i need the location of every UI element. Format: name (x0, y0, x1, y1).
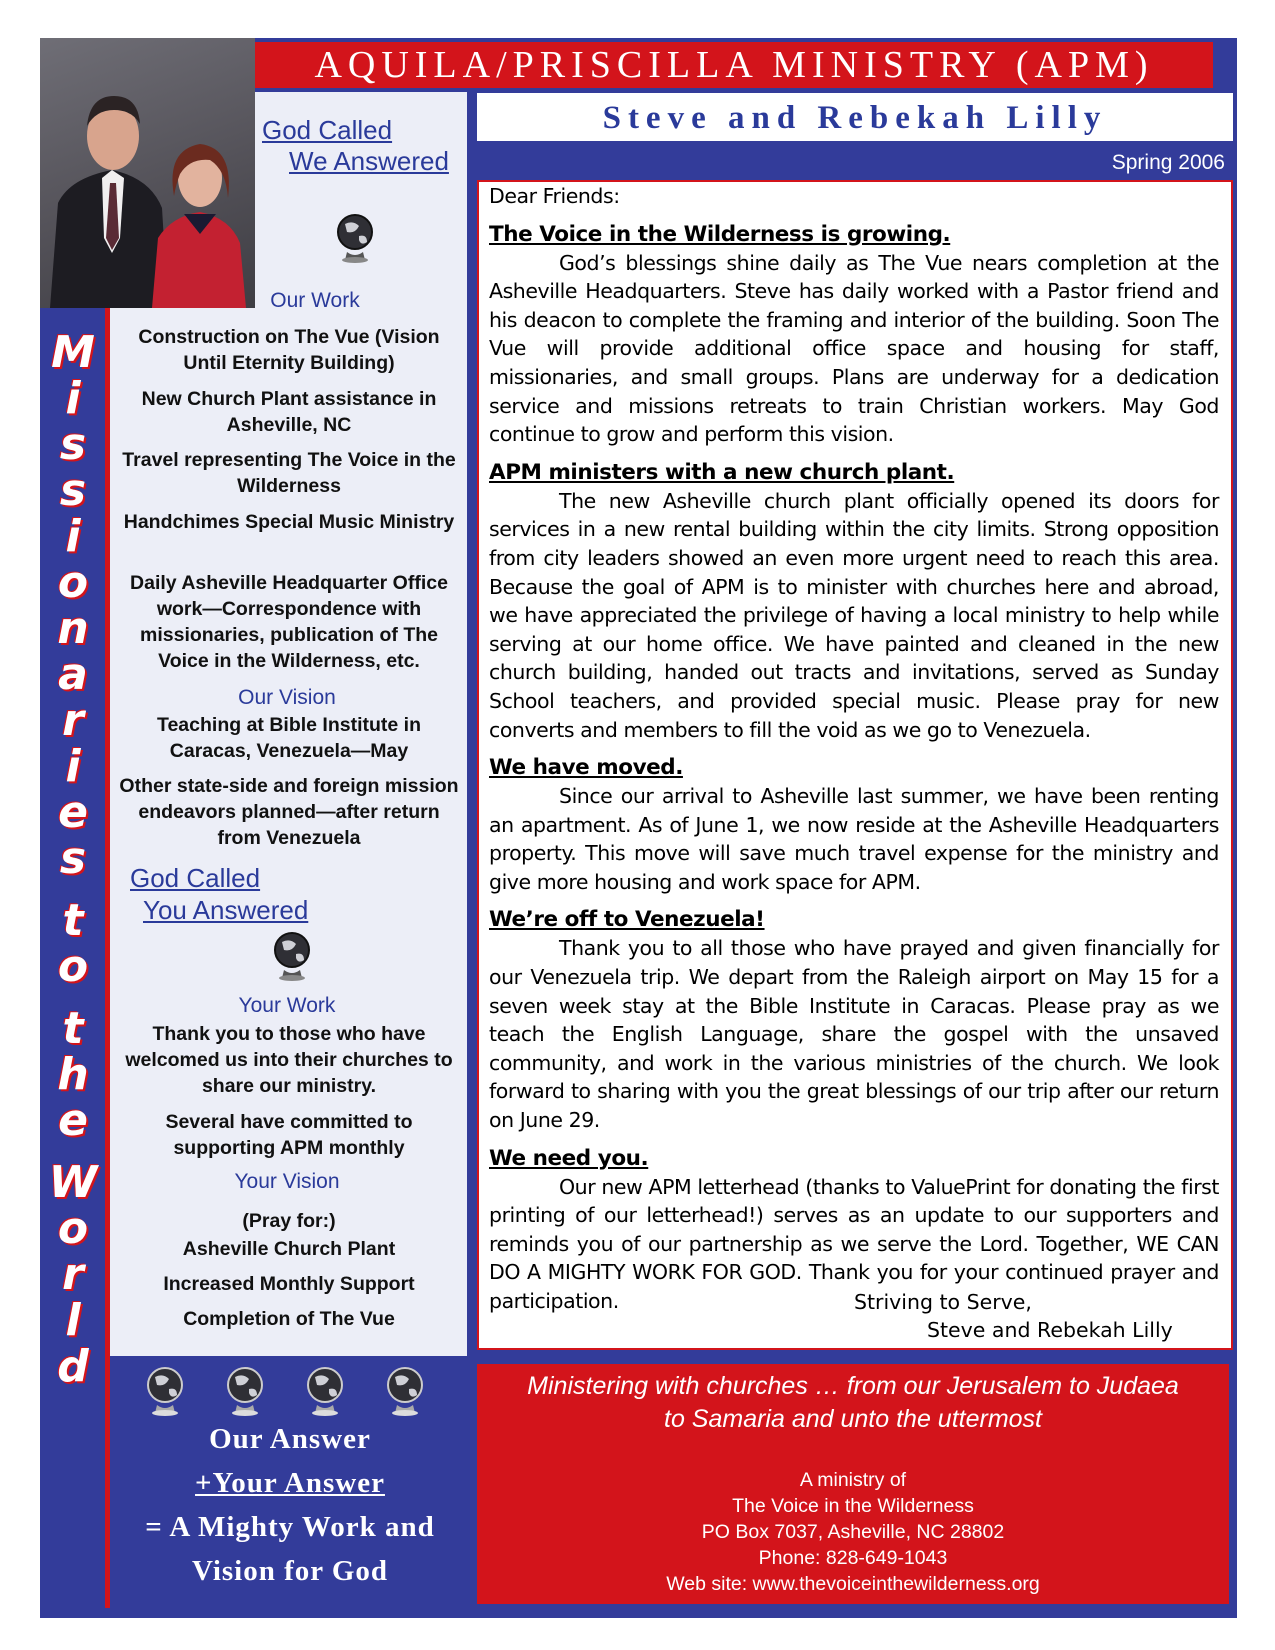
your-vision-item: (Pray for:) (242, 1210, 336, 1232)
your-work-item: Thank you to those who have welcomed us into their churches to share our ministry. (125, 1023, 453, 1097)
slogan-letter: t (62, 895, 84, 946)
slogan-letter: n (57, 603, 89, 654)
slogan-letter: o (57, 557, 89, 608)
letter-body (477, 180, 1233, 1350)
letter-greeting: Dear Friends: (489, 184, 620, 208)
slogan-letter: h (57, 1049, 89, 1100)
letter-closing: Striving to Serve, (854, 1290, 1032, 1314)
slogan-letter: i (65, 511, 81, 562)
section-body: The new Asheville church plant officially opened its doors for services in a new rental building within the city limits. Strong opposition from city leaders showed an even more urgent need to reach this area. Because the goal of APM is to minister with churches here and abroad, we have appreciated the privilege of having a local ministry to help while serving at our home office. We have painted and cleaned in the new church building, handed out tracts and invitations, served as Sunday School teachers, and provided special music. Please pray for new converts and members to fill the void as we go to Venezuela. (489, 488, 1219, 742)
your-work-heading: Your Work (238, 994, 336, 1017)
section-heading: We need you. (489, 1145, 649, 1171)
god-called-heading-2: God Called (130, 863, 261, 893)
section-heading: APM ministers with a new church plant. (489, 459, 955, 485)
tagline-line-2: to Samaria and unto the uttermost (664, 1405, 1042, 1433)
org-name: The Voice in the Wilderness (732, 1495, 974, 1517)
address: PO Box 7037, Asheville, NC 28802 (701, 1521, 1005, 1543)
ministry-of: A ministry of (799, 1469, 907, 1491)
slogan-letter: i (65, 373, 81, 424)
slogan-letter: s (59, 465, 87, 516)
slogan-letter: r (62, 1249, 84, 1300)
tagline-line-1: Ministering with churches … from our Jerusalem to Judaea (527, 1372, 1179, 1400)
phone: Phone: 828-649-1043 (758, 1547, 948, 1569)
section-heading: We’re off to Venezuela! (489, 907, 765, 933)
slogan-letter: l (65, 1295, 81, 1346)
couple-photo (40, 38, 255, 308)
our-vision-item: Teaching at Bible Institute in Caracas, Venezuela—May (157, 714, 421, 762)
globe-icon (385, 1365, 425, 1422)
your-work-item: Several have committed to supporting APM monthly (165, 1111, 413, 1159)
we-answered-heading: We Answered (289, 146, 449, 176)
author-names: Steve and Rebekah Lilly (477, 93, 1233, 141)
slogan-letter: r (62, 695, 84, 746)
you-answered-heading: You Answered (143, 895, 309, 925)
section-body: God’s blessings shine daily as The Vue nears completion at the Asheville Headquarters. Steve has daily worked with a Pastor friend and his deacon to complete the framing and interior of the building. Soon The Vue will provide additional office space and housing for staff, missionaries, and small groups. Plans are underway for a dedication service and missions retreats to train Christian workers. May God continue to grow and perform this vision. (489, 250, 1219, 447)
your-vision-item: Asheville Church Plant (182, 1238, 396, 1260)
answer-line-3: = A Mighty Work and (145, 1511, 435, 1543)
slogan-letter: s (59, 419, 87, 470)
our-work-item: Daily Asheville Headquarter Office work—Correspondence with missionaries, publication of The Voice in the Wilderness, etc. (130, 572, 448, 672)
our-vision-heading: Our Vision (238, 686, 336, 709)
answer-line-2: +Your Answer (195, 1467, 385, 1499)
section-heading: The Voice in the Wilderness is growing. (489, 221, 951, 247)
globe-icon (272, 930, 312, 982)
slogan-letter: t (62, 1003, 84, 1054)
slogan-letter: s (59, 833, 87, 884)
website[interactable]: Web site: www.thevoiceinthewilderness.org (666, 1573, 1040, 1595)
our-work-heading: Our Work (270, 289, 360, 312)
your-vision-heading: Your Vision (234, 1170, 340, 1193)
footer-contact (477, 1467, 1229, 1597)
answer-line-4: Vision for God (191, 1555, 389, 1587)
issue-date: Spring 2006 (1111, 151, 1225, 174)
slogan-letter: o (57, 1203, 89, 1254)
your-vision-item: Increased Monthly Support (163, 1273, 415, 1295)
vertical-slogan (42, 327, 104, 1600)
slogan-letter: o (57, 941, 89, 992)
our-work-item: Construction on The Vue (Vision Until Eternity Building) (138, 326, 440, 374)
answer-line-1: Our Answer (209, 1423, 371, 1455)
globe-icon (335, 212, 375, 264)
slogan-letter: W (48, 1157, 98, 1208)
letter-sections (489, 221, 1219, 1316)
slogan-letter: e (58, 787, 88, 838)
slogan-letter: a (58, 649, 88, 700)
globe-icon (225, 1365, 265, 1422)
section-heading: We have moved. (489, 755, 683, 781)
our-vision-item: Other state-side and foreign mission endeavors planned—after return from Venezuela (119, 775, 459, 849)
newsletter-title: AQUILA/PRISCILLA MINISTRY (APM) (255, 42, 1213, 88)
our-work-item: Handchimes Special Music Ministry (123, 511, 455, 533)
your-vision-item: Completion of The Vue (183, 1308, 395, 1330)
footer-tagline (477, 1370, 1229, 1436)
god-called-heading: God Called (262, 115, 393, 145)
slogan-letter: d (57, 1341, 89, 1392)
globe-icon (305, 1365, 345, 1422)
globe-icon (145, 1365, 185, 1422)
letter-signature: Steve and Rebekah Lilly (927, 1318, 1173, 1342)
slogan-letter: i (65, 741, 81, 792)
our-work-item: Travel representing The Voice in the Wilderness (122, 449, 456, 497)
section-body: Our new APM letterhead (thanks to ValuePrint for donating the first printing of our letterhead!) serves as an update to our supporters and reminds you of our partnership as we serve the Lord. Together, WE CAN DO A MIGHTY WORK FOR GOD. Thank you for your continued prayer and participation. (489, 1174, 1219, 1313)
slogan-letter: e (58, 1095, 88, 1146)
section-body: Thank you to all those who have prayed and given financially for our Venezuela trip. We depart from the Raleigh airport on May 15 for a seven week stay at the Bible Institute in Caracas. Please pray as we teach the English Language, share the gospel with the unsaved community, and work in the various ministries of the church. We look forward to sharing with you the great blessings of our trip after our return on June 29. (489, 936, 1219, 1133)
sidebar-red-edge (105, 308, 110, 1608)
section-body: Since our arrival to Asheville last summer, we have been renting an apartment. As of June 1, we now reside at the Asheville Headquarters property. This move will save much travel expense for the ministry and give more housing and work space for APM. (489, 784, 1219, 894)
our-work-item: New Church Plant assistance in Asheville, NC (141, 388, 437, 436)
slogan-letter: M (51, 327, 95, 378)
